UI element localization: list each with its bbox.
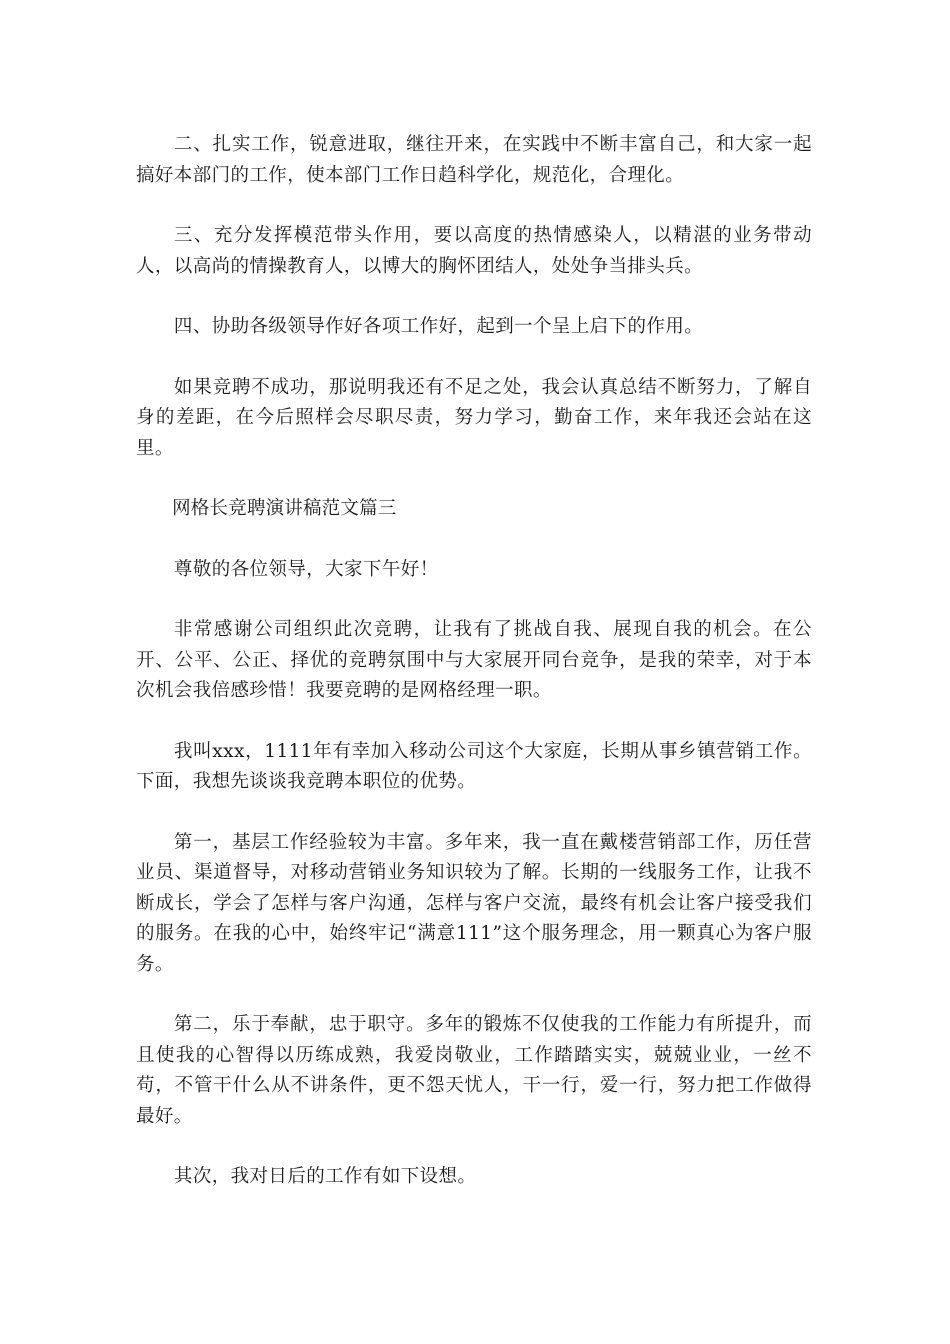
paragraph-1: 二、扎实工作，锐意进取，继往开来，在实践中不断丰富自己，和大家一起搞好本部门的工作，使本部门工作日趋科学化，规范化，合理化。: [136, 134, 812, 186]
paragraph-2: 三、充分发挥模范带头作用，要以高度的热情感染人，以精湛的业务带动人，以高尚的情操教育人，以博大的胸怀团结人，处处争当排头兵。: [136, 225, 812, 277]
document-body: [136, 130, 812, 1223]
paragraph-4: 如果竞聘不成功，那说明我还有不足之处，我会认真总结不断努力，了解自身的差距，在今后照样会尽职尽责，努力学习，勤奋工作，来年我还会站在这里。: [136, 376, 812, 459]
section-heading: 网格长竞聘演讲稿范文篇三: [172, 498, 397, 519]
greeting: 尊敬的各位领导，大家下午好！: [173, 558, 439, 580]
paragraph-7: 第一，基层工作经验较为丰富。多年来，我一直在戴楼营销部工作，历任营业员、渠道督导，对移动营销业务知识较为了解。长期的一线服务工作，让我不断成长，学会了怎样与客户沟通，怎样与客户交流，最终有机会让客户接受我们的服务。在我的心中，始终牢记“满意111”这个服务理念，用一颗真心为客户服务。: [136, 831, 812, 975]
paragraph-6: 我叫xxx，1111年有幸加入移动公司这个大家庭，长期从事乡镇营销工作。下面，我想先谈谈我竞聘本职位的优势。: [136, 740, 812, 792]
paragraph-8: 第二，乐于奉献，忠于职守。多年的锻炼不仅使我的工作能力有所提升，而且使我的心智得以历练成熟，我爱岗敬业，工作踏踏实实，兢兢业业，一丝不苟，不管干什么从不讲条件，更不怨天忧人，干一行，爱一行，努力把工作做得最好。: [136, 1014, 812, 1127]
paragraph-5: 非常感谢公司组织此次竞聘，让我有了挑战自我、展现自我的机会。在公开、公平、公正、择优的竞聘氛围中与大家展开同台竞争，是我的荣幸，对于本次机会我倍感珍惜！我要竞聘的是网格经理一职。: [136, 619, 812, 701]
paragraph-9: 其次，我对日后的工作有如下设想。: [173, 1166, 477, 1187]
paragraph-3: 四、协助各级领导作好各项工作好，起到一个呈上启下的作用。: [173, 316, 704, 337]
